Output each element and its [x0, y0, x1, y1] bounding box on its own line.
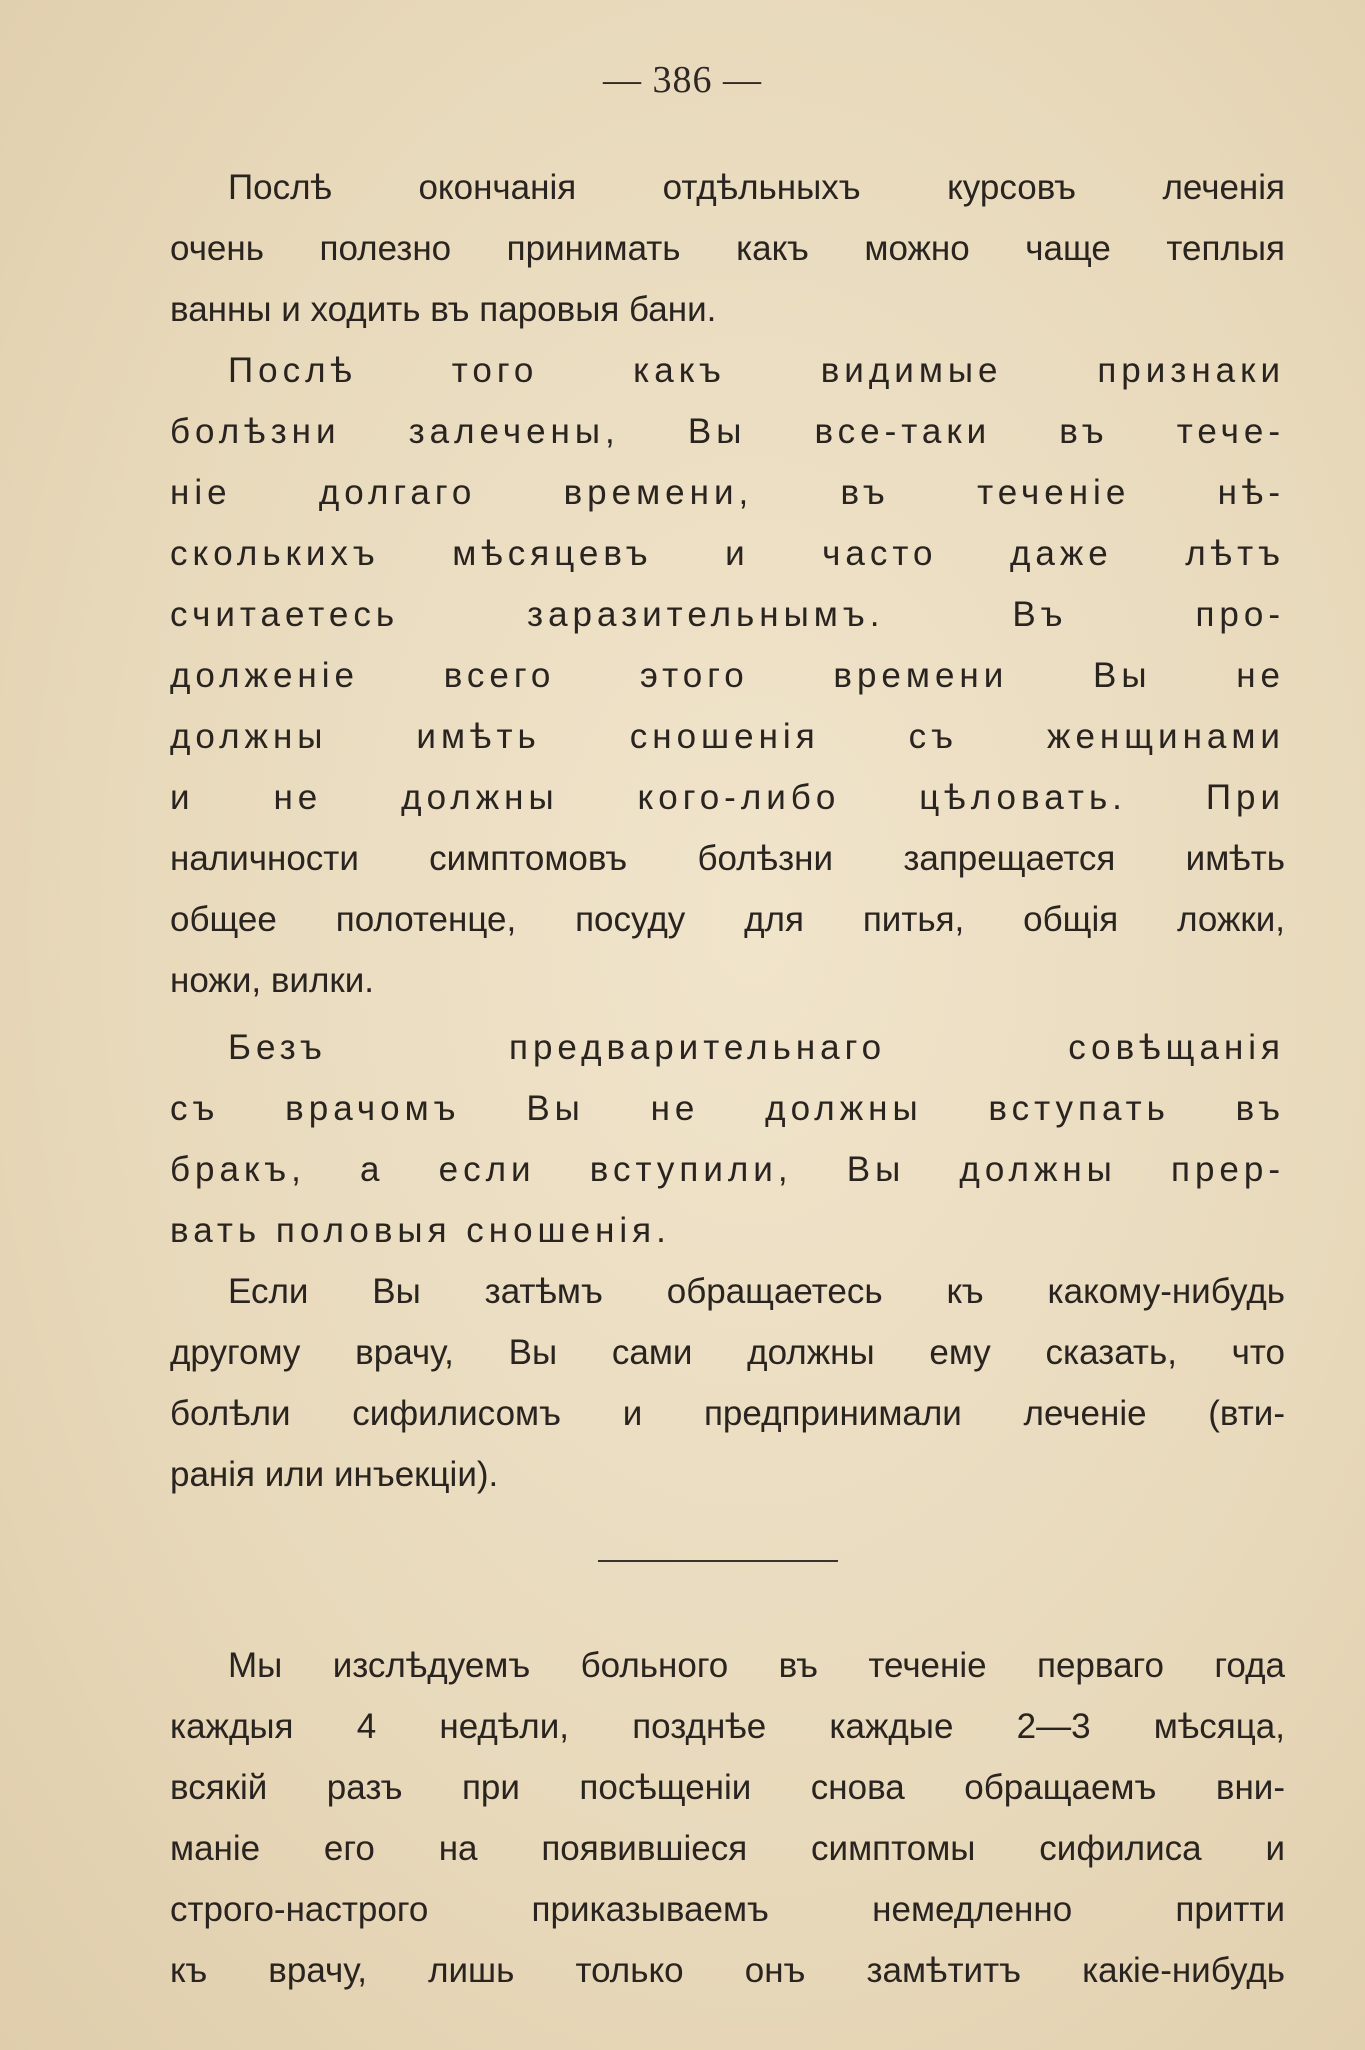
paragraph-2-line-7: должны имѣть сношенія съ женщинами [170, 717, 1285, 756]
paragraph-3-line-1: Безъ предварительнаго совѣщанія [228, 1028, 1285, 1067]
paragraph-3-line-2: съ врачомъ Вы не должны вступать въ [170, 1089, 1285, 1128]
paragraph-1-line-1: Послѣ окончанія отдѣльныхъ курсовъ леченія [228, 168, 1285, 207]
paragraph-3-line-3: бракъ, а если вступили, Вы должны прер- [170, 1150, 1285, 1189]
paragraph-2-line-8: и не должны кого-либо цѣловать. При [170, 778, 1285, 817]
paragraph-5-line-1: Мы изслѣдуемъ больного въ теченіе перваго года [228, 1646, 1285, 1685]
paragraph-5-line-3: всякій разъ при посѣщеніи снова обращаемъ вни- [170, 1768, 1285, 1807]
paragraph-1-line-2: очень полезно принимать какъ можно чаще теплыя [170, 229, 1285, 268]
paragraph-2-line-3: ніе долгаго времени, въ теченіе нѣ- [170, 473, 1285, 512]
paragraph-5-line-6: къ врачу, лишь только онъ замѣтитъ какіе-нибудь [170, 1951, 1285, 1990]
paragraph-2-line-4: сколькихъ мѣсяцевъ и часто даже лѣтъ [170, 534, 1285, 573]
paragraph-2-line-9: наличности симптомовъ болѣзни запрещается имѣть [170, 839, 1285, 878]
paragraph-2-line-11: ножи, вилки. [170, 961, 374, 1000]
paragraph-1-line-3: ванны и ходить въ паровыя бани. [170, 290, 717, 329]
paragraph-2-line-5: считаетесь заразительнымъ. Въ про- [170, 595, 1285, 634]
paragraph-2-line-10: общее полотенце, посуду для питья, общія ложки, [170, 900, 1285, 939]
paragraph-5-line-5: строго-настрого приказываемъ немедленно притти [170, 1890, 1285, 1929]
section-divider [598, 1560, 838, 1562]
paragraph-2-line-6: долженіе всего этого времени Вы не [170, 656, 1285, 695]
paragraph-5-line-2: каждыя 4 недѣли, позднѣе каждые 2—3 мѣсяца, [170, 1707, 1285, 1746]
page-number: — 386 — [603, 59, 762, 101]
paragraph-5-line-4: маніе его на появившіеся симптомы сифилиса и [170, 1829, 1285, 1868]
paragraph-3-line-4: вать половыя сношенія. [170, 1211, 671, 1250]
paragraph-4-line-1: Если Вы затѣмъ обращаетесь къ какому-нибудь [228, 1272, 1285, 1311]
paragraph-4-line-3: болѣли сифилисомъ и предпринимали леченіе (вти- [170, 1394, 1285, 1433]
paragraph-4-line-2: другому врачу, Вы сами должны ему сказать, что [170, 1333, 1285, 1372]
paragraph-4-line-4: ранія или инъекціи). [170, 1455, 499, 1494]
paragraph-2-line-1: Послѣ того какъ видимые признаки [228, 351, 1285, 390]
paragraph-2-line-2: болѣзни залечены, Вы все-таки въ тече- [170, 412, 1285, 451]
